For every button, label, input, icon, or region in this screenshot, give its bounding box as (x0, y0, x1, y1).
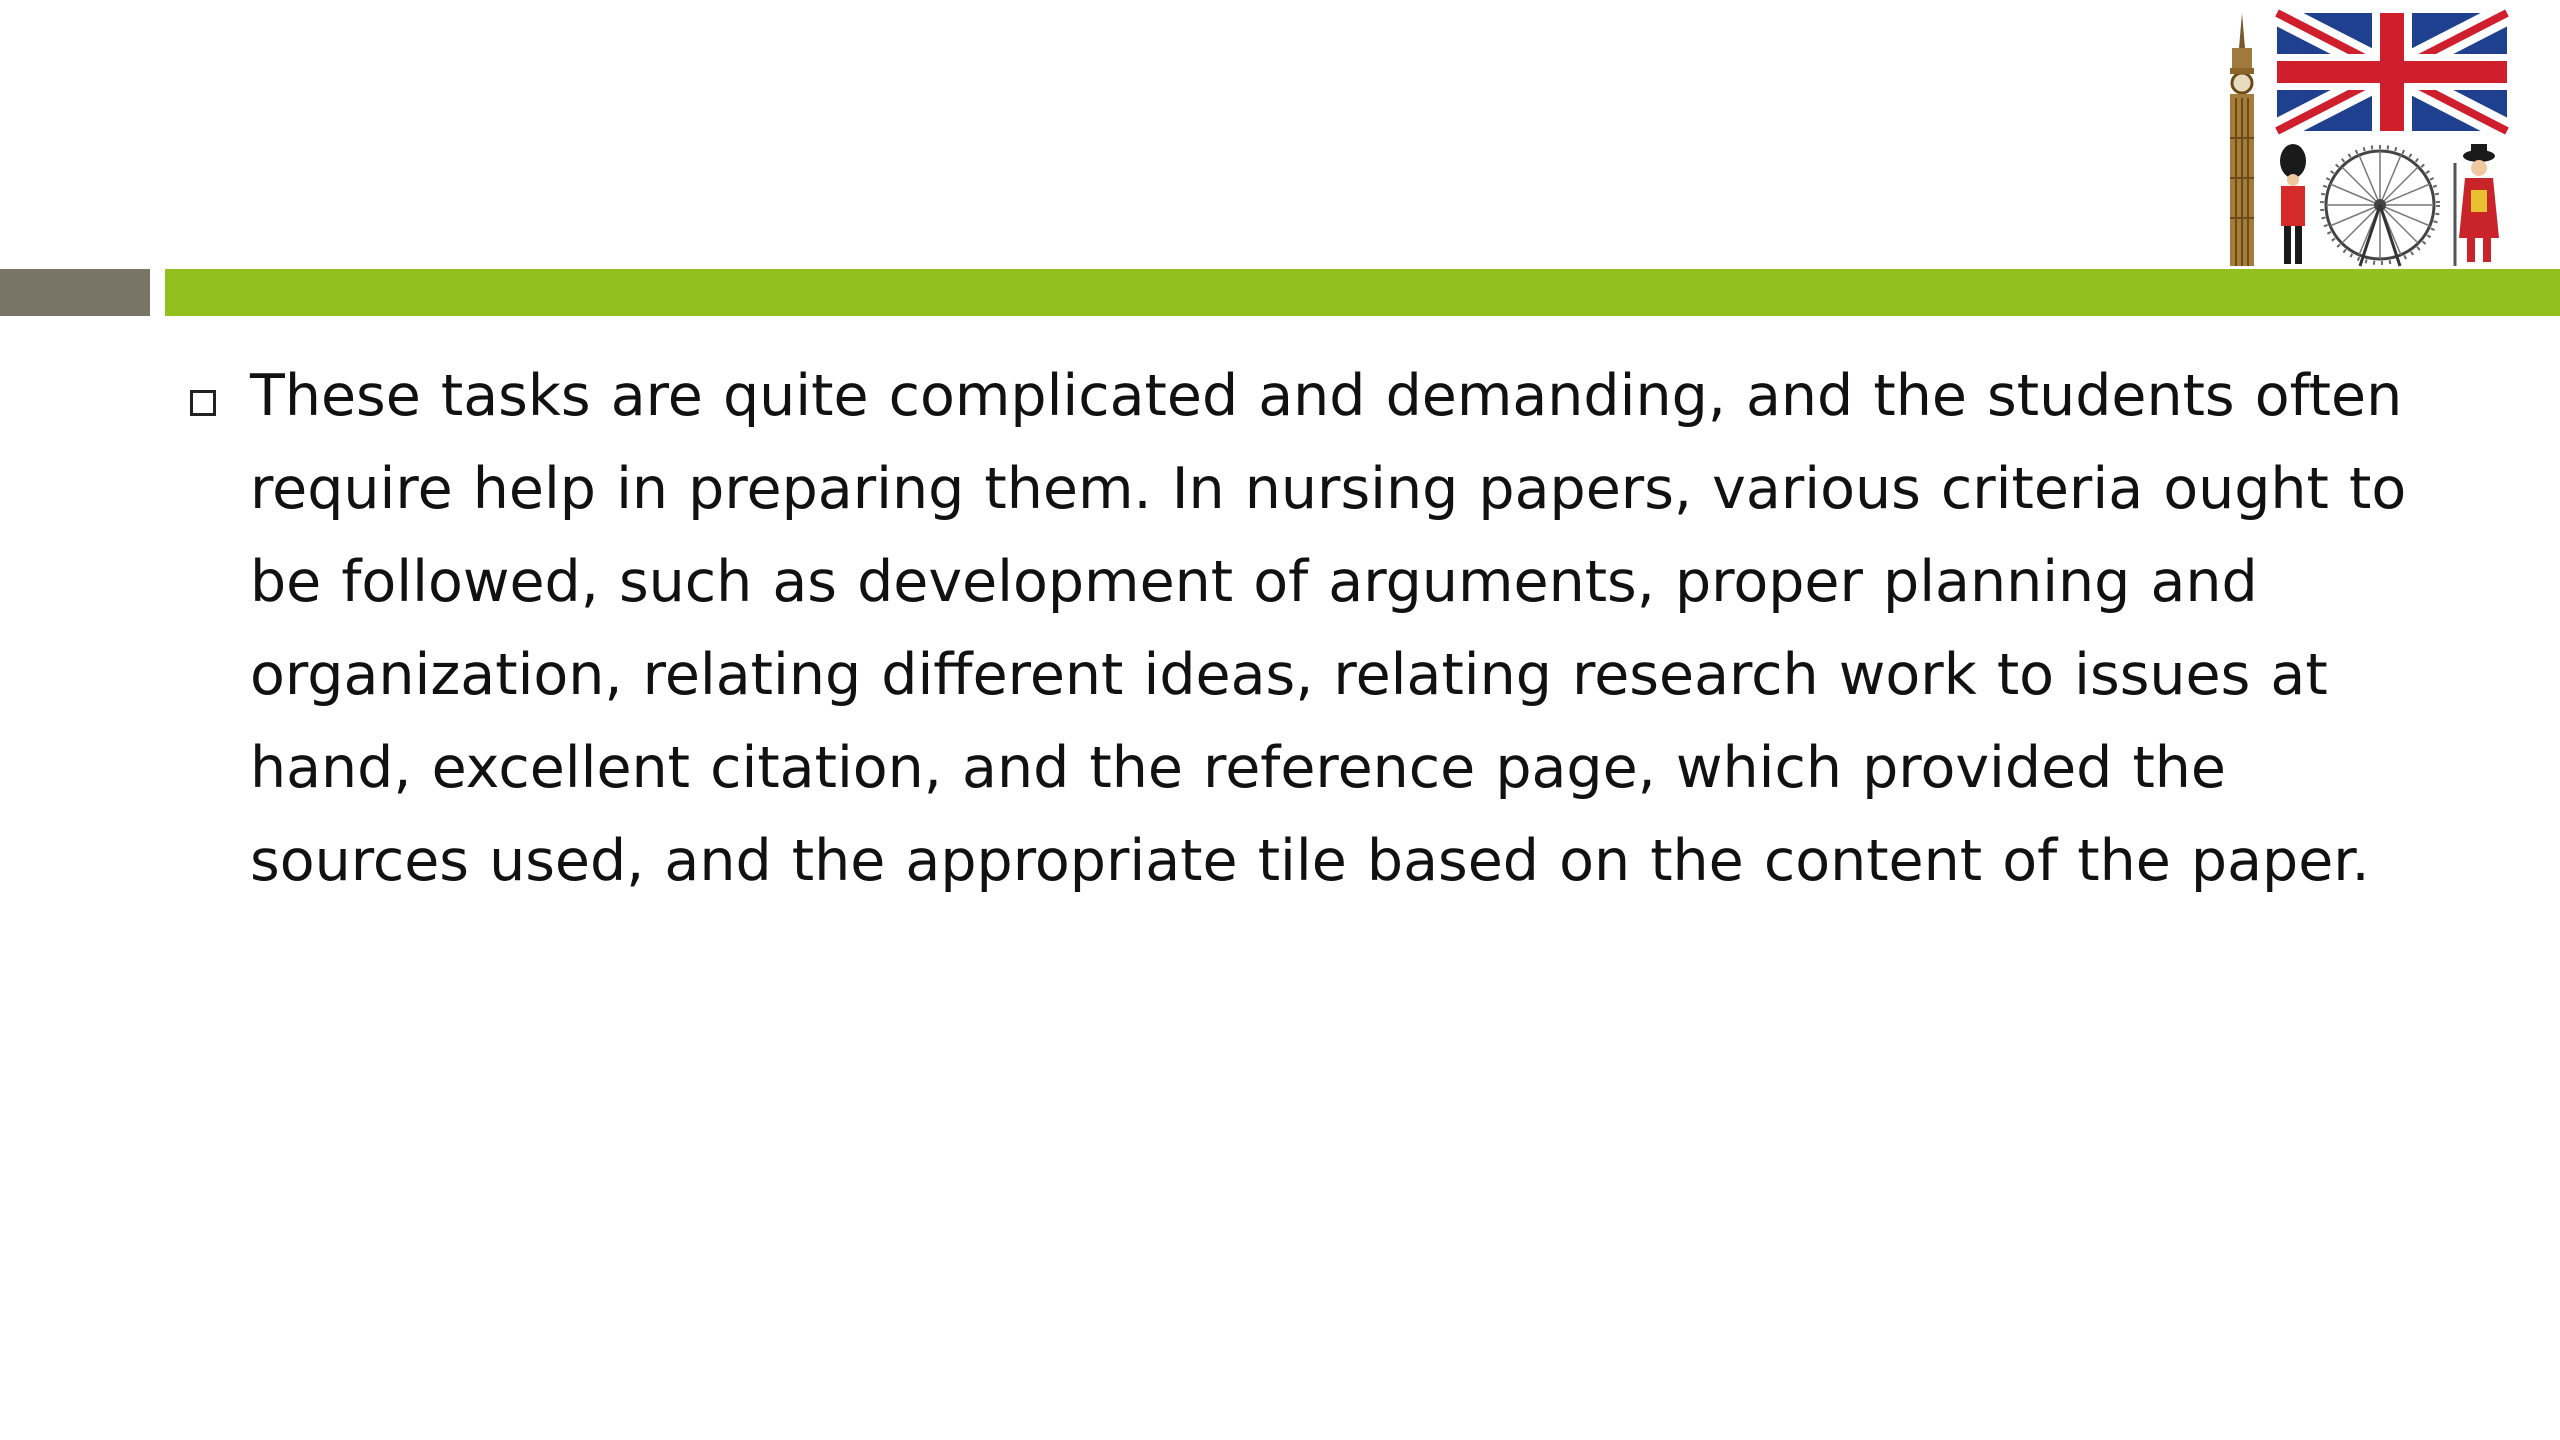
bullet-text: These tasks are quite complicated and demanding, and the students often require help in preparing them. In nursing papers, various criteria ought to be followed, such as development of arguments, proper planning and organization, relating different ideas, relating research work to issues at hand, excellent citation, and the reference page, which provided the sources used, and the appropriate tile based on the content of the paper. (250, 363, 2407, 894)
bullet-item (190, 350, 2420, 908)
hollow-square-bullet-icon (190, 390, 216, 416)
header-accent-green-bar (165, 269, 2560, 316)
london-landmarks-clipart (2215, 8, 2515, 268)
header-accent-gray-bar (0, 269, 150, 316)
london-eye-icon (2322, 147, 2438, 266)
union-jack-flag-icon (2277, 13, 2507, 131)
big-ben-icon (2230, 13, 2254, 266)
slide-body (190, 350, 2420, 908)
beefeater-icon (2455, 144, 2499, 266)
royal-guard-icon (2280, 144, 2306, 264)
